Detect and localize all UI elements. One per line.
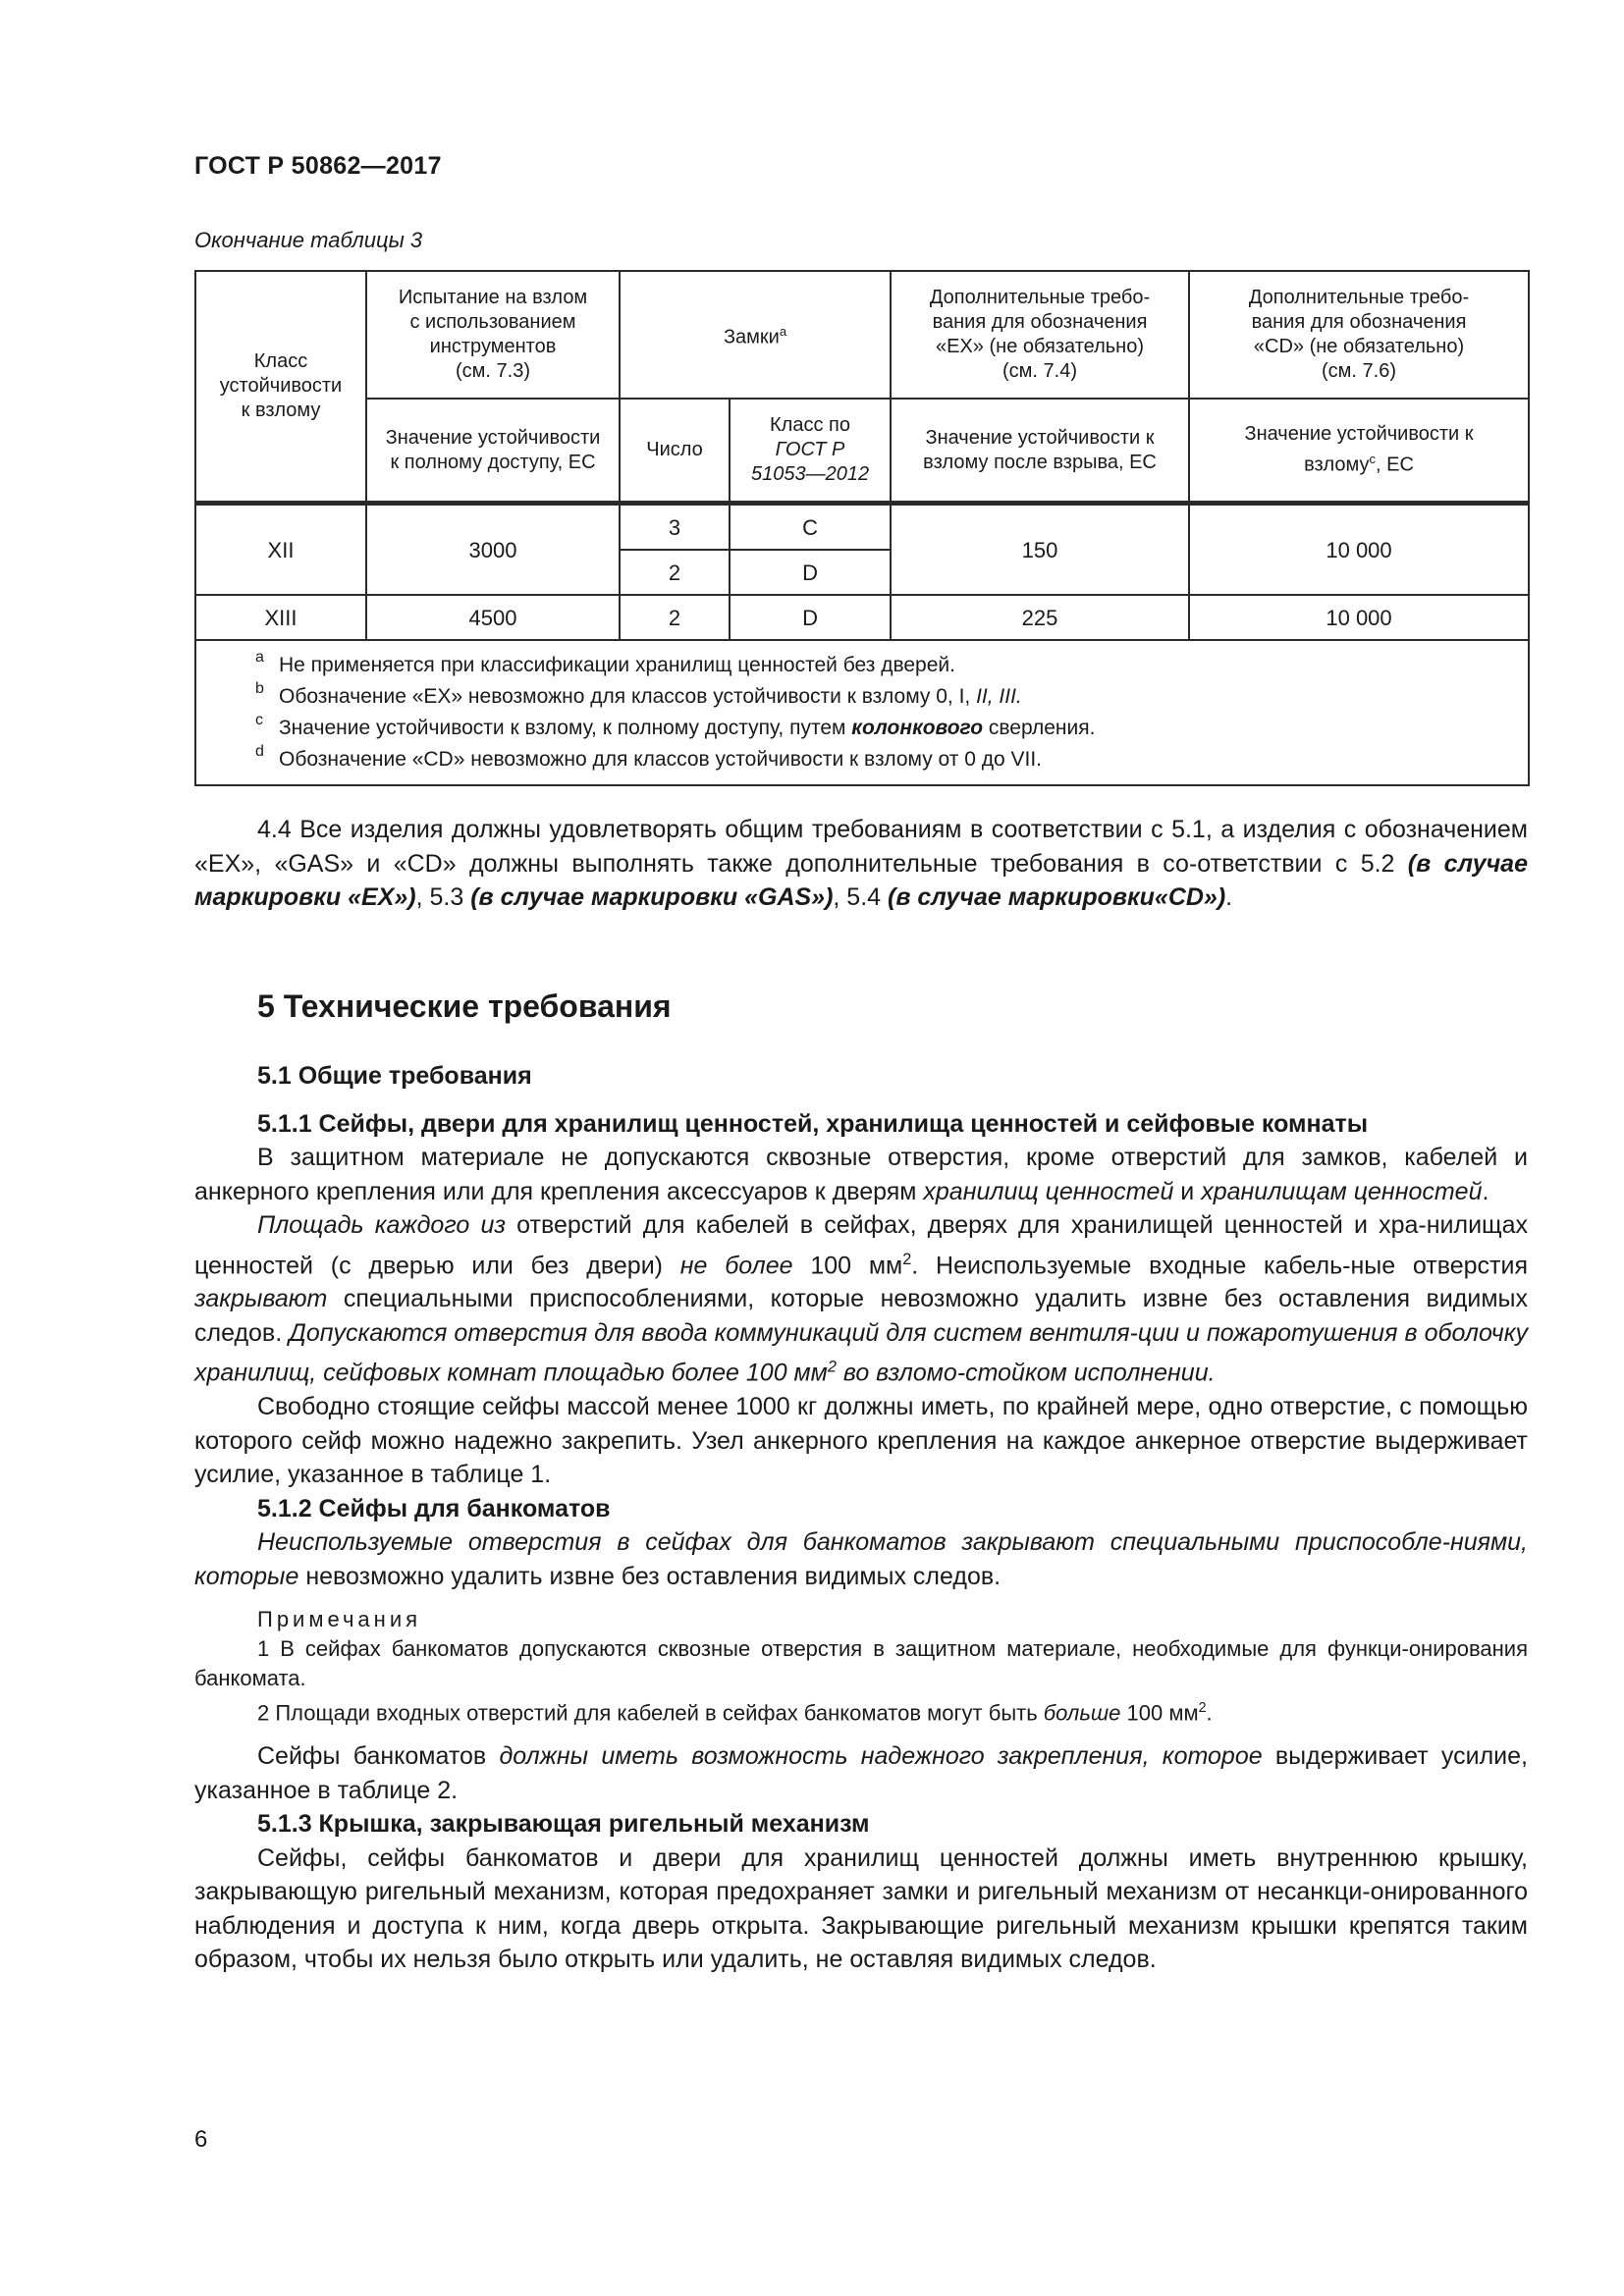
subsection-title: 5.1.1 Сейфы, двери для хранилищ ценностей, хранилища ценностей и сейфовые комнаты bbox=[257, 1109, 1369, 1138]
header-cd: Дополнительные требо- вания для обозначения «CD» (не обязательно) (см. 7.6) bbox=[1189, 271, 1529, 399]
table-row bbox=[195, 595, 1529, 640]
table-footnotes bbox=[195, 640, 1529, 785]
cell-class: XIII bbox=[195, 595, 366, 640]
note: 1 В сейфах банкоматов допускаются сквозные отверстия в защитном материале, необходимые для функци-онирования банкомата. bbox=[194, 1636, 1528, 1691]
cell-tools: 4500 bbox=[366, 595, 620, 640]
header-tools: Испытание на взлом с использованием инструментов (см. 7.3) bbox=[366, 271, 620, 399]
paragraph: Сейфы банкоматов должны иметь возможность надежного закрепления, которое выдерживает усилие, указанное в таблице 2. bbox=[194, 1742, 1528, 1804]
table-subheader-row bbox=[195, 399, 1529, 502]
section-title: 5 Технические требования bbox=[257, 988, 672, 1024]
header-class: Класс устойчивости к взлому bbox=[195, 271, 366, 502]
subsection-title: 5.1 Общие требования bbox=[257, 1062, 532, 1090]
subheader-cd: Значение устойчивости к взлому$^c$, ЕС bbox=[1189, 399, 1529, 502]
page-number: 6 bbox=[194, 2126, 208, 2153]
cell-lock-number: 2 bbox=[620, 550, 730, 595]
subheader-gost: Класс по ГОСТ Р 51053—2012 bbox=[730, 399, 891, 502]
notes-title: Примечания bbox=[257, 1607, 422, 1632]
section-5 bbox=[194, 989, 1528, 1024]
header-locks: Замки$^а$ bbox=[620, 271, 891, 399]
clause-4-4: 4.4 Все изделия должны удовлетворять общим требованиям в соответствии с 5.1, а изделия с обозначением «EX», «GAS» и «CD» должны выполнять также дополнительные требования в со-ответствии с 5.2 (в случае маркировки «EX»), 5.3 (в случае маркировки «GAS»), 5.4 (в случае маркировки«CD»). bbox=[194, 816, 1528, 911]
paragraph: Сейфы, сейфы банкоматов и двери для хранилищ ценностей должны иметь внутреннюю крышку, закрывающую ригельный механизм, которая предохраняет замки и ригельный механизм от несанкци-онированного наблюдения и доступа к ним, когда дверь открыта. Закрывающие ригельный механизм крышки крепятся таким образом, чтобы их нельзя было открыть или удалить, не оставляя видимых следов. bbox=[194, 1843, 1528, 1974]
subsection-title: 5.1.3 Крышка, закрывающая ригельный механизм bbox=[257, 1810, 870, 1839]
paragraph: Неиспользуемые отверстия в сейфах для банкоматов закрывают специальными приспособле-ниями, которые невозможно удалить извне без оставления видимых следов. bbox=[194, 1528, 1528, 1590]
cell-lock-number: 2 bbox=[620, 595, 730, 640]
cell-lock-class: D bbox=[730, 550, 891, 595]
subheader-tools: Значение устойчивости к полному доступу, ЕС bbox=[366, 399, 620, 502]
cell-tools: 3000 bbox=[366, 505, 620, 596]
cell-ex: 225 bbox=[891, 595, 1189, 640]
paragraph: В защитном материале не допускаются сквозные отверстия, кроме отверстий для замков, кабелей и анкерного крепления или для крепления аксессуаров к дверям хранилищ ценностей и хранилищам ценностей. bbox=[194, 1144, 1528, 1205]
header-ex: Дополнительные требо- вания для обозначения «EX» (не обязательно) (см. 7.4) bbox=[891, 271, 1189, 399]
cell-lock-number: 3 bbox=[620, 505, 730, 551]
subheader-ex: Значение устойчивости к взлому после взрыва, ЕС bbox=[891, 399, 1189, 502]
cell-lock-class: C bbox=[730, 505, 891, 551]
cell-cd: 10 000 bbox=[1189, 505, 1529, 596]
cell-lock-class: D bbox=[730, 595, 891, 640]
table-header-row bbox=[195, 271, 1529, 399]
table-caption: Окончание таблицы 3 bbox=[194, 228, 423, 252]
cell-ex: 150 bbox=[891, 505, 1189, 596]
document-header: ГОСТ Р 50862—2017 bbox=[194, 152, 442, 180]
cell-class: XII bbox=[195, 505, 366, 596]
subheader-number: Число bbox=[620, 399, 730, 502]
paragraph: Свободно стоящие сейфы массой менее 1000 кг должны иметь, по крайней мере, одно отверстие, с помощью которого сейф можно надежно закрепить. Узел анкерного крепления на каждое анкерное отверстие выдерживает усилие, указанное в таблице 1. bbox=[194, 1393, 1528, 1489]
cell-cd: 10 000 bbox=[1189, 595, 1529, 640]
footnote: c Значение устойчивости к взлому, к полному доступу, путем колонкового сверления. bbox=[255, 712, 1096, 739]
footnote: a Не применяется при классификации хранилищ ценностей без дверей. bbox=[255, 649, 955, 676]
note: 2 Площади входных отверстий для кабелей в сейфах банкоматов могут быть больше 100 $мм^2$. bbox=[257, 1700, 1213, 1726]
footnote: b Обозначение «EX» невозможно для классов устойчивости к взлому 0, I, II, III. bbox=[255, 680, 1022, 708]
paragraph: Площадь каждого из отверстий для кабелей в сейфах, дверях для хранилищей ценностей и хра-нилищах ценностей (с дверью или без двери) не более 100 $мм^2$. Неиспользуемые входные кабель-ные отверстия закрывают специальными приспособлениями, которые невозможно удалить извне без оставления видимых следов. Допускаются отверстия для ввода коммуникаций для систем вентиля-ции и пожаротушения в оболочку хранилищ, сейфовых комнат площадью более 100 $мм^2$ во взломо-стойком исполнении. bbox=[194, 1211, 1529, 1387]
notes-block bbox=[194, 1605, 1528, 1728]
footnote: d Обозначение «CD» невозможно для классов устойчивости к взлому от 0 до VII. bbox=[255, 743, 1042, 771]
table-row bbox=[195, 505, 1529, 551]
section-5-body bbox=[194, 1059, 1528, 1977]
subsection-title: 5.1.2 Сейфы для банкоматов bbox=[257, 1494, 611, 1522]
resistance-class-table bbox=[194, 270, 1530, 786]
